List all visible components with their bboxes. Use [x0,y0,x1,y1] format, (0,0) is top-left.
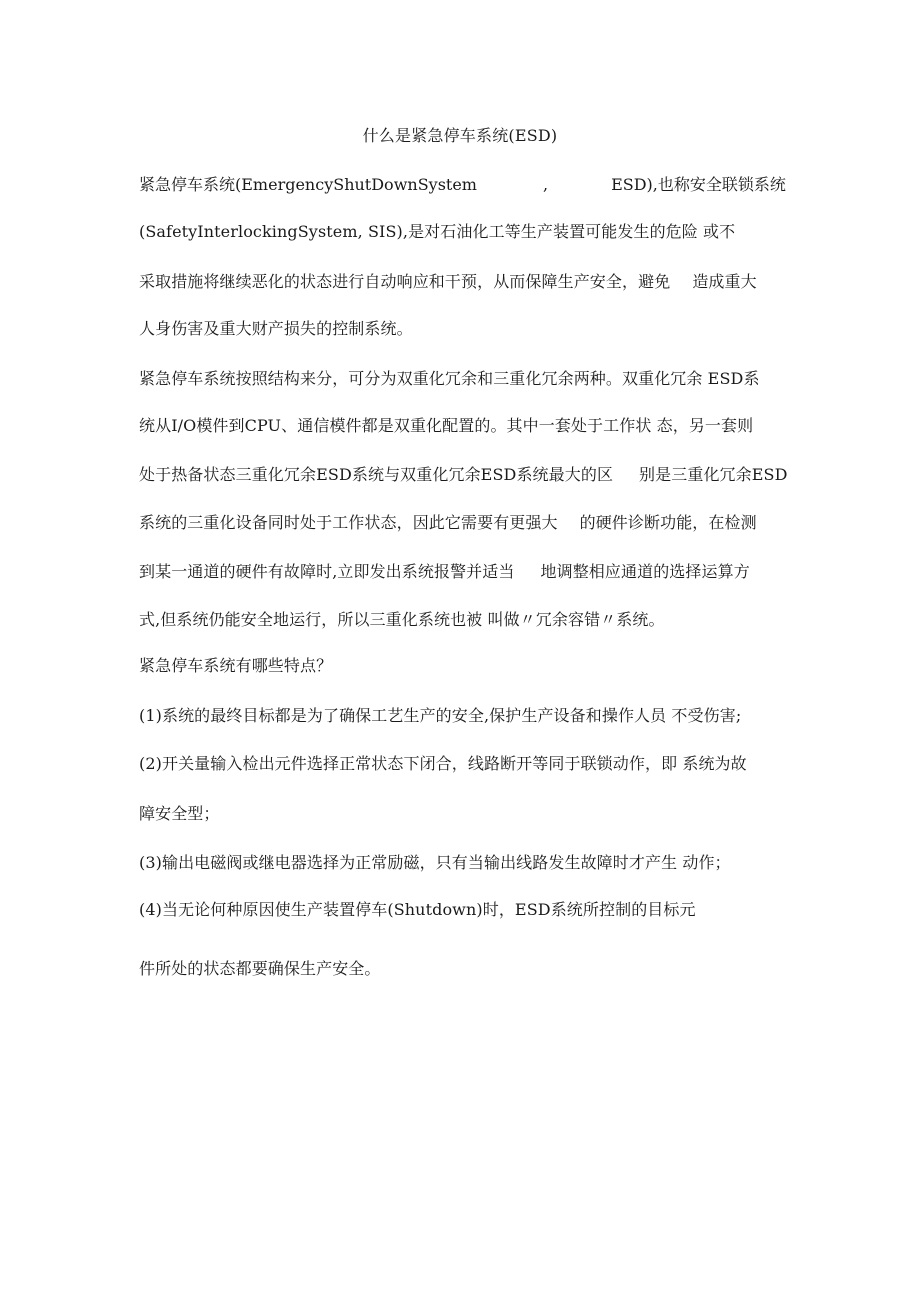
paragraph2-line3-part-a: 处于热备状态三重化冗余ESD系统与双重化冗余ESD系统最大的区 [139,465,614,484]
paragraph1-line1-part-c: ESD),也称安全联锁系统 [611,175,786,194]
feature-item-3: (3)输出电磁阀或继电器选择为正常励磁，只有当输出线路发生故障时才产生 动作； [139,853,731,872]
page-title: 什么是紧急停车系统(ESD) [362,126,558,145]
paragraph1-line3-part-b: 造成重大 [692,272,757,291]
paragraph1-line1-part-b: , [542,175,549,194]
paragraph2-line2: 统从I/O模件到CPU、通信模件都是双重化配置的。其中一套处于工作状 态，另一套则 [139,416,754,435]
feature-item-2-line1: (2)开关量输入检出元件选择正常状态下闭合，线路断开等同于联锁动作，即 系统为故 [139,754,747,773]
paragraph1-line4: 人身伤害及重大财产损失的控制系统。 [139,319,413,338]
features-heading: 紧急停车系统有哪些特点？ [139,656,333,675]
feature-item-4-line1: (4)当无论何种原因使生产装置停车(Shutdown)时，ESD系统所控制的目标元 [139,900,696,919]
paragraph2-line5-part-a: 到某一通道的硬件有故障时,立即发出系统报警并适当 [139,562,515,581]
paragraph2-line5-part-b: 地调整相应通道的选择运算方 [540,562,750,581]
paragraph2-line3-part-b: 别是三重化冗余ESD [639,465,788,484]
feature-item-4-line2: 件所处的状态都要确保生产安全。 [139,959,381,978]
paragraph2-line4-part-b: 的硬件诊断功能，在检测 [579,513,757,532]
paragraph1-line1 [139,171,786,199]
paragraph2-line4 [139,509,757,537]
paragraph2-line3 [139,461,788,489]
paragraph2-line1: 紧急停车系统按照结构来分，可分为双重化冗余和三重化冗余两种。双重化冗余 ESD系 [139,369,760,388]
paragraph1-line3-part-a: 采取措施将继续恶化的状态进行自动响应和干预，从而保障生产安全，避免 [139,272,671,291]
feature-item-2-line2: 障安全型； [139,804,220,823]
paragraph2-line6: 式,但系统仍能安全地运行，所以三重化系统也被 叫做〃冗余容错〃系统。 [139,610,665,629]
paragraph1-line3 [139,268,757,296]
paragraph1-line1-part-a: 紧急停车系统(EmergencyShutDownSystem [139,175,477,194]
paragraph1-line2: (SafetyInterlockingSystem, SIS),是对石油化工等生产装置可能发生的危险 或不 [139,222,736,241]
paragraph2-line4-part-a: 系统的三重化设备同时处于工作状态，因此它需要有更强大 [139,513,558,532]
feature-item-1: (1)系统的最终目标都是为了确保工艺生产的安全,保护生产设备和操作人员 不受伤害; [139,706,742,725]
paragraph2-line5 [139,558,750,586]
